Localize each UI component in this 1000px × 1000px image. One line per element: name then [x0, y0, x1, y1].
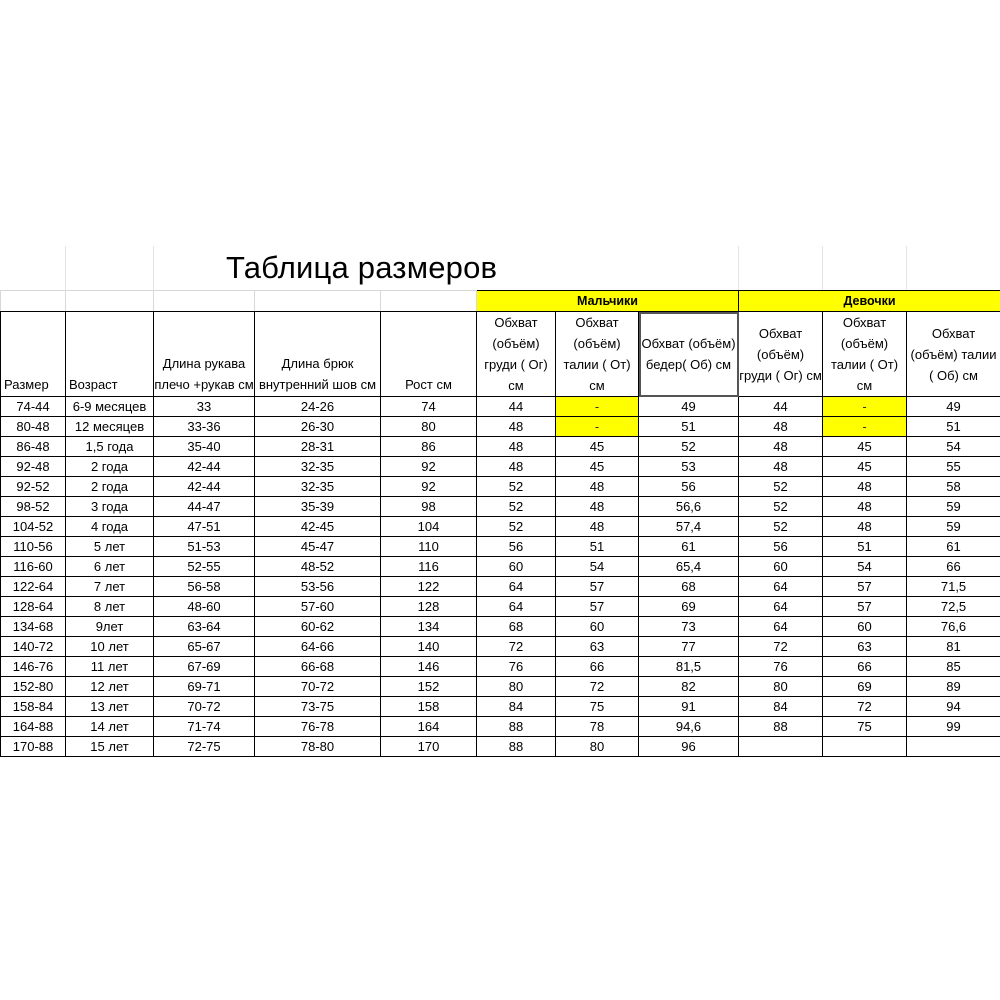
cell-boys-hips: 61: [639, 537, 739, 557]
cell-trouser-length: 70-72: [255, 677, 381, 697]
cell-boys-chest: 52: [477, 477, 556, 497]
header-height: Рост см: [381, 312, 477, 397]
cell-girls-waist: -: [823, 397, 907, 417]
cell-sleeve-length: 70-72: [154, 697, 255, 717]
cell-age: 15 лет: [66, 737, 154, 757]
cell-size: 170-88: [1, 737, 66, 757]
cell-boys-hips: 52: [639, 437, 739, 457]
cell-size: 98-52: [1, 497, 66, 517]
cell-girls-hips: 66: [907, 557, 1000, 577]
table-row: [1, 497, 1000, 517]
cell-boys-waist: 48: [556, 497, 639, 517]
cell-boys-waist: 45: [556, 457, 639, 477]
cell-trouser-length: 73-75: [255, 697, 381, 717]
cell-girls-chest: 56: [739, 537, 823, 557]
cell-boys-chest: 48: [477, 417, 556, 437]
table-row: [1, 717, 1000, 737]
cell-trouser-length: 26-30: [255, 417, 381, 437]
cell-boys-hips: 77: [639, 637, 739, 657]
cell-size: 86-48: [1, 437, 66, 457]
cell-age: 11 лет: [66, 657, 154, 677]
cell-boys-chest: 44: [477, 397, 556, 417]
table-row: [1, 677, 1000, 697]
cell-boys-chest: 68: [477, 617, 556, 637]
cell-boys-chest: 80: [477, 677, 556, 697]
empty-cell: [66, 291, 154, 312]
cell-girls-waist: 66: [823, 657, 907, 677]
cell-girls-hips: 94: [907, 697, 1000, 717]
cell-girls-waist: 54: [823, 557, 907, 577]
table-row: [1, 517, 1000, 537]
boys-group-header: Мальчики: [477, 291, 739, 312]
cell-girls-hips: 59: [907, 497, 1000, 517]
header-trouser-length: Длина брюк внутренний шов см: [255, 312, 381, 397]
cell-size: 92-48: [1, 457, 66, 477]
cell-size: 74-44: [1, 397, 66, 417]
cell-age: 5 лет: [66, 537, 154, 557]
cell-age: 12 лет: [66, 677, 154, 697]
cell-boys-hips: 68: [639, 577, 739, 597]
cell-size: 92-52: [1, 477, 66, 497]
cell-girls-waist: 72: [823, 697, 907, 717]
cell-boys-waist: 75: [556, 697, 639, 717]
cell-girls-hips: 89: [907, 677, 1000, 697]
cell-boys-waist: 66: [556, 657, 639, 677]
cell-trouser-length: 42-45: [255, 517, 381, 537]
cell-age: 2 года: [66, 477, 154, 497]
cell-height: 170: [381, 737, 477, 757]
cell-boys-chest: 88: [477, 737, 556, 757]
cell-girls-waist: 48: [823, 477, 907, 497]
cell-boys-waist: 57: [556, 597, 639, 617]
cell-boys-chest: 88: [477, 717, 556, 737]
cell-height: 74: [381, 397, 477, 417]
column-header-row: [1, 312, 1000, 397]
cell-height: 98: [381, 497, 477, 517]
cell-girls-chest: 76: [739, 657, 823, 677]
cell-boys-waist: -: [556, 417, 639, 437]
cell-boys-hips: 69: [639, 597, 739, 617]
cell-girls-waist: 63: [823, 637, 907, 657]
cell-boys-chest: 52: [477, 517, 556, 537]
empty-cell: [381, 291, 477, 312]
cell-girls-waist: 69: [823, 677, 907, 697]
gridline: [738, 246, 739, 290]
cell-sleeve-length: 52-55: [154, 557, 255, 577]
cell-sleeve-length: 33-36: [154, 417, 255, 437]
cell-age: 2 года: [66, 457, 154, 477]
cell-height: 146: [381, 657, 477, 677]
table-row: [1, 657, 1000, 677]
cell-height: 110: [381, 537, 477, 557]
cell-sleeve-length: 44-47: [154, 497, 255, 517]
cell-size: 152-80: [1, 677, 66, 697]
cell-trouser-length: 57-60: [255, 597, 381, 617]
cell-height: 92: [381, 477, 477, 497]
cell-sleeve-length: 42-44: [154, 477, 255, 497]
cell-boys-hips: 53: [639, 457, 739, 477]
cell-girls-waist: 45: [823, 457, 907, 477]
cell-girls-hips: 51: [907, 417, 1000, 437]
cell-sleeve-length: 35-40: [154, 437, 255, 457]
cell-girls-hips: 99: [907, 717, 1000, 737]
empty-cell: [255, 291, 381, 312]
cell-trouser-length: 48-52: [255, 557, 381, 577]
table-row: [1, 457, 1000, 477]
cell-sleeve-length: 67-69: [154, 657, 255, 677]
cell-girls-hips: 81: [907, 637, 1000, 657]
cell-sleeve-length: 47-51: [154, 517, 255, 537]
cell-sleeve-length: 51-53: [154, 537, 255, 557]
cell-boys-chest: 64: [477, 577, 556, 597]
gridline: [906, 246, 907, 290]
cell-girls-waist: 57: [823, 597, 907, 617]
cell-size: 104-52: [1, 517, 66, 537]
cell-height: 152: [381, 677, 477, 697]
cell-boys-hips: 73: [639, 617, 739, 637]
cell-trouser-length: 35-39: [255, 497, 381, 517]
cell-sleeve-length: 65-67: [154, 637, 255, 657]
cell-boys-waist: 48: [556, 517, 639, 537]
girls-group-header: Девочки: [739, 291, 1000, 312]
header-size: Размер: [1, 312, 66, 397]
cell-size: 122-64: [1, 577, 66, 597]
table-row: [1, 477, 1000, 497]
cell-boys-waist: 48: [556, 477, 639, 497]
cell-size: 158-84: [1, 697, 66, 717]
cell-age: 14 лет: [66, 717, 154, 737]
cell-girls-chest: 64: [739, 617, 823, 637]
table-row: [1, 697, 1000, 717]
table-row: [1, 637, 1000, 657]
sheet-gridlines: [0, 246, 1000, 290]
cell-height: 140: [381, 637, 477, 657]
cell-girls-chest: 64: [739, 577, 823, 597]
cell-sleeve-length: 48-60: [154, 597, 255, 617]
header-boys-chest: Обхват (объём) груди ( Ог) см: [477, 312, 556, 397]
cell-girls-chest: 52: [739, 497, 823, 517]
cell-boys-chest: 48: [477, 457, 556, 477]
cell-boys-waist: -: [556, 397, 639, 417]
cell-girls-waist: 75: [823, 717, 907, 737]
cell-girls-waist: [823, 737, 907, 757]
cell-boys-waist: 57: [556, 577, 639, 597]
table-row: [1, 537, 1000, 557]
cell-girls-chest: 52: [739, 517, 823, 537]
cell-boys-waist: 51: [556, 537, 639, 557]
cell-boys-chest: 56: [477, 537, 556, 557]
cell-girls-hips: 54: [907, 437, 1000, 457]
cell-size: 80-48: [1, 417, 66, 437]
header-girls-chest: Обхват (объём) груди ( Ог) см: [739, 312, 823, 397]
header-sleeve-length: Длина рукава плечо +рукав см: [154, 312, 255, 397]
cell-height: 92: [381, 457, 477, 477]
cell-trouser-length: 78-80: [255, 737, 381, 757]
cell-girls-chest: 48: [739, 457, 823, 477]
cell-age: 9лет: [66, 617, 154, 637]
empty-cell: [1, 291, 66, 312]
page-title: Таблица размеров: [226, 250, 498, 285]
cell-girls-chest: 84: [739, 697, 823, 717]
cell-girls-hips: 85: [907, 657, 1000, 677]
cell-trouser-length: 66-68: [255, 657, 381, 677]
cell-age: 13 лет: [66, 697, 154, 717]
empty-cell: [154, 291, 255, 312]
cell-boys-chest: 76: [477, 657, 556, 677]
cell-girls-hips: 59: [907, 517, 1000, 537]
cell-age: 3 года: [66, 497, 154, 517]
header-boys-waist: Обхват (объём) талии ( От) см: [556, 312, 639, 397]
cell-boys-waist: 63: [556, 637, 639, 657]
cell-boys-hips: 91: [639, 697, 739, 717]
cell-girls-waist: 51: [823, 537, 907, 557]
cell-age: 6 лет: [66, 557, 154, 577]
cell-age: 10 лет: [66, 637, 154, 657]
cell-boys-waist: 80: [556, 737, 639, 757]
cell-boys-waist: 60: [556, 617, 639, 637]
cell-sleeve-length: 71-74: [154, 717, 255, 737]
cell-boys-hips: 96: [639, 737, 739, 757]
header-age: Возраст: [66, 312, 154, 397]
cell-girls-waist: 57: [823, 577, 907, 597]
cell-height: 164: [381, 717, 477, 737]
header-girls-hips: Обхват (объём) талии ( Об) см: [907, 312, 1000, 397]
cell-girls-hips: 58: [907, 477, 1000, 497]
cell-trouser-length: 76-78: [255, 717, 381, 737]
cell-boys-waist: 54: [556, 557, 639, 577]
cell-sleeve-length: 63-64: [154, 617, 255, 637]
cell-age: 4 года: [66, 517, 154, 537]
header-girls-waist: Обхват (объём) талии ( От) см: [823, 312, 907, 397]
cell-size: 140-72: [1, 637, 66, 657]
cell-girls-chest: 88: [739, 717, 823, 737]
cell-trouser-length: 32-35: [255, 477, 381, 497]
cell-size: 164-88: [1, 717, 66, 737]
cell-boys-waist: 72: [556, 677, 639, 697]
cell-size: 134-68: [1, 617, 66, 637]
table-row: [1, 437, 1000, 457]
table-row: [1, 737, 1000, 757]
cell-sleeve-length: 42-44: [154, 457, 255, 477]
cell-girls-chest: 44: [739, 397, 823, 417]
cell-boys-waist: 45: [556, 437, 639, 457]
cell-size: 146-76: [1, 657, 66, 677]
cell-trouser-length: 60-62: [255, 617, 381, 637]
cell-boys-chest: 64: [477, 597, 556, 617]
cell-girls-waist: -: [823, 417, 907, 437]
cell-boys-chest: 48: [477, 437, 556, 457]
cell-boys-hips: 51: [639, 417, 739, 437]
cell-girls-waist: 45: [823, 437, 907, 457]
cell-height: 116: [381, 557, 477, 577]
cell-height: 122: [381, 577, 477, 597]
cell-age: 8 лет: [66, 597, 154, 617]
table-row: [1, 577, 1000, 597]
cell-boys-chest: 60: [477, 557, 556, 577]
cell-height: 128: [381, 597, 477, 617]
cell-girls-hips: 72,5: [907, 597, 1000, 617]
cell-sleeve-length: 56-58: [154, 577, 255, 597]
table-row: [1, 557, 1000, 577]
cell-boys-hips: 94,6: [639, 717, 739, 737]
cell-trouser-length: 28-31: [255, 437, 381, 457]
cell-sleeve-length: 33: [154, 397, 255, 417]
cell-girls-chest: 60: [739, 557, 823, 577]
cell-girls-chest: 64: [739, 597, 823, 617]
cell-height: 104: [381, 517, 477, 537]
table-row: [1, 417, 1000, 437]
cell-boys-hips: 49: [639, 397, 739, 417]
cell-boys-hips: 81,5: [639, 657, 739, 677]
size-table: [0, 290, 1000, 757]
cell-trouser-length: 53-56: [255, 577, 381, 597]
cell-height: 158: [381, 697, 477, 717]
cell-trouser-length: 32-35: [255, 457, 381, 477]
gridline: [153, 246, 154, 290]
cell-girls-hips: 71,5: [907, 577, 1000, 597]
cell-height: 134: [381, 617, 477, 637]
cell-girls-hips: [907, 737, 1000, 757]
cell-size: 110-56: [1, 537, 66, 557]
group-header-row: [1, 291, 1000, 312]
cell-boys-chest: 84: [477, 697, 556, 717]
cell-girls-waist: 48: [823, 517, 907, 537]
cell-boys-hips: 56,6: [639, 497, 739, 517]
cell-height: 80: [381, 417, 477, 437]
cell-girls-chest: 80: [739, 677, 823, 697]
cell-girls-hips: 49: [907, 397, 1000, 417]
cell-girls-chest: 48: [739, 437, 823, 457]
cell-sleeve-length: 72-75: [154, 737, 255, 757]
cell-sleeve-length: 69-71: [154, 677, 255, 697]
header-boys-hips: Обхват (объём) бедер( Об) см: [639, 312, 739, 397]
cell-boys-waist: 78: [556, 717, 639, 737]
cell-girls-chest: 48: [739, 417, 823, 437]
cell-age: 7 лет: [66, 577, 154, 597]
cell-trouser-length: 45-47: [255, 537, 381, 557]
cell-boys-hips: 65,4: [639, 557, 739, 577]
cell-girls-hips: 76,6: [907, 617, 1000, 637]
gridline: [65, 246, 66, 290]
cell-girls-hips: 61: [907, 537, 1000, 557]
table-row: [1, 597, 1000, 617]
cell-girls-chest: [739, 737, 823, 757]
cell-girls-hips: 55: [907, 457, 1000, 477]
cell-girls-chest: 52: [739, 477, 823, 497]
cell-girls-chest: 72: [739, 637, 823, 657]
cell-boys-chest: 52: [477, 497, 556, 517]
cell-girls-waist: 60: [823, 617, 907, 637]
cell-trouser-length: 24-26: [255, 397, 381, 417]
cell-age: 6-9 месяцев: [66, 397, 154, 417]
cell-boys-hips: 57,4: [639, 517, 739, 537]
gridline: [822, 246, 823, 290]
cell-boys-hips: 82: [639, 677, 739, 697]
cell-age: 12 месяцев: [66, 417, 154, 437]
cell-size: 116-60: [1, 557, 66, 577]
table-row: [1, 397, 1000, 417]
cell-trouser-length: 64-66: [255, 637, 381, 657]
table-row: [1, 617, 1000, 637]
cell-height: 86: [381, 437, 477, 457]
cell-girls-waist: 48: [823, 497, 907, 517]
cell-size: 128-64: [1, 597, 66, 617]
cell-boys-chest: 72: [477, 637, 556, 657]
cell-age: 1,5 года: [66, 437, 154, 457]
cell-boys-hips: 56: [639, 477, 739, 497]
